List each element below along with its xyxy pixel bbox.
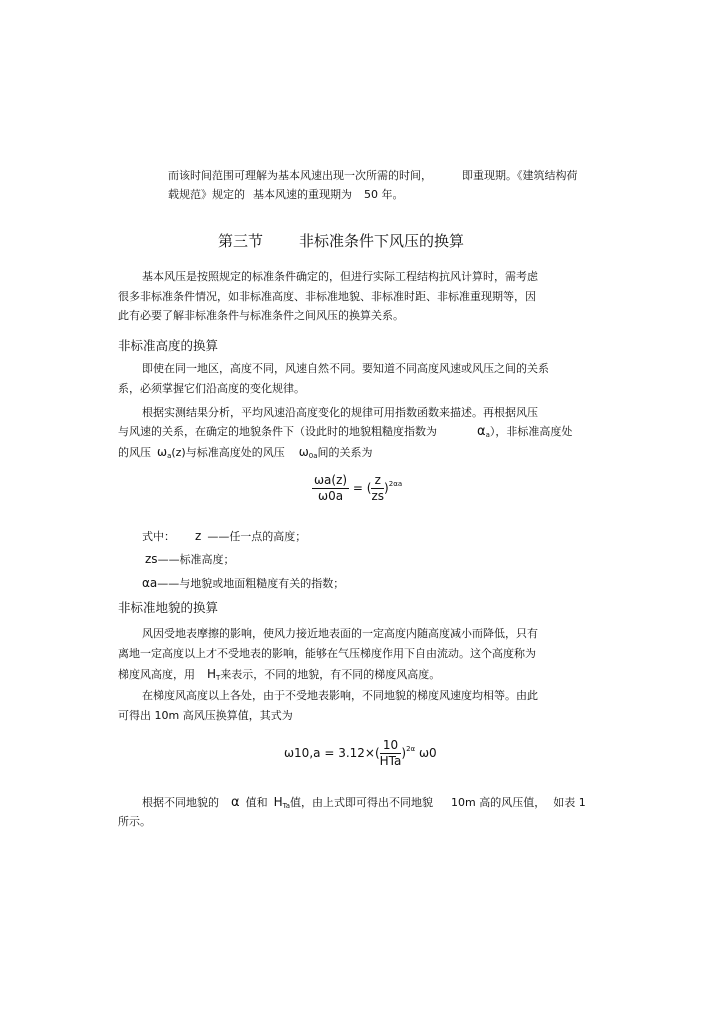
subscript: Ta	[282, 802, 291, 810]
equation-terrain	[284, 738, 437, 769]
text-segment: ），非标准高度处	[489, 425, 573, 438]
equals-sign: =	[352, 481, 363, 495]
fraction-denominator: ω0a	[318, 489, 344, 503]
paragraph-line	[118, 425, 572, 442]
text-segment: 与风速的关系，在确定的地貌条件下（设此时的地貌粗糙度指数为	[118, 425, 437, 438]
text-segment: 10m 高的风压值，	[451, 796, 546, 809]
definition-line	[142, 576, 344, 591]
symbol: zs	[145, 552, 158, 566]
section-title-text: 非标准条件下风压的换算	[299, 232, 465, 250]
paren: )	[384, 481, 389, 495]
subscript: T	[216, 674, 221, 682]
paragraph-line: 基本风压是按照规定的标准条件确定的，但进行实际工程结构抗风计算时，需考虑	[142, 270, 538, 283]
fraction-numerator: z	[371, 473, 384, 489]
subsection-heading: 非标准地貌的换算	[118, 600, 219, 615]
paren: (	[366, 481, 372, 495]
omega-symbol: ω	[157, 445, 168, 459]
subscript: a	[167, 452, 172, 460]
section-label: 第三节	[218, 232, 264, 250]
fraction-denominator: zs	[371, 489, 385, 503]
text-line	[168, 169, 578, 183]
section-title	[218, 232, 464, 250]
fraction	[312, 473, 349, 504]
definition-line	[142, 529, 306, 544]
text-segment: ——与地貌或地面粗糙度有关的指数；	[157, 577, 345, 590]
text-segment: 而该时间范围可理解为基本风速出现一次所需的时间，	[168, 169, 432, 182]
exponent: 2α	[388, 480, 398, 488]
paren: )	[401, 746, 407, 760]
subscript: 0a	[308, 452, 318, 460]
text-segment: 基本风速的重现期为	[253, 188, 352, 201]
text-segment: 50 年。	[364, 188, 404, 201]
paragraph-line	[142, 795, 586, 813]
text-segment: 载规范》规定的	[168, 188, 245, 201]
text-segment: 间的关系为	[317, 446, 373, 459]
omega-symbol: ω	[298, 445, 309, 459]
omega-term: ω0	[418, 746, 437, 760]
fraction	[371, 473, 384, 504]
text-segment: 来表示，不同的地貌，有不同的梯度风高度。	[220, 668, 441, 681]
symbol: H	[273, 795, 283, 809]
paragraph-line: 离地一定高度以上才不受地表的影响，能够在气压梯度作用下自由流动。这个高度称为	[118, 647, 536, 660]
text-segment: 如表 1	[553, 796, 586, 809]
text-segment: 式中：	[142, 530, 175, 543]
alpha-symbol: α	[477, 424, 486, 439]
paragraph-line: 风因受地表摩擦的影响，使风力接近地表面的一定高度内随高度减小而降低，只有	[142, 627, 538, 640]
symbol: z	[195, 529, 202, 543]
text-segment: 值和	[245, 796, 268, 809]
paragraph-line: 此有必要了解非标准条件与标准条件之间风压的换算关系。	[118, 309, 404, 322]
fraction-denominator: HTa	[379, 754, 402, 768]
text-line	[168, 188, 404, 202]
paragraph-line: 系，必须掌握它们沿高度的变化规律。	[118, 382, 305, 395]
equation-lhs: ω10,a	[284, 746, 321, 760]
subsection-heading: 非标准高度的换算	[118, 338, 219, 353]
text-segment: ——标准高度；	[157, 553, 235, 566]
paragraph-line: 在梯度风高度以上各处，由于不受地表影响，不同地貌的梯度风速度均相等。由此	[142, 689, 538, 702]
alpha-symbol: α	[231, 795, 240, 810]
paragraph-line: 可得出 10m 高风压换算值，其式为	[118, 709, 293, 722]
fraction	[380, 738, 402, 769]
text-segment: 的风压	[118, 446, 151, 459]
text-segment: 值，由上式即可得出不同地貌	[290, 796, 434, 809]
paragraph-line: 即使在同一地区，高度不同，风速自然不同。要知道不同高度风速或风压之间的关系	[142, 362, 549, 375]
paragraph-line: 根据实测结果分析，平均风速沿高度变化的规律可用指数函数来描述。再根据风压	[142, 406, 538, 419]
paragraph-line: 很多非标准条件情况，如非标准高度、非标准地貌、非标准时距、非标准重现期等，因	[118, 290, 536, 303]
exponent: 2α	[406, 745, 416, 753]
text-segment: 根据不同地貌的	[142, 796, 219, 809]
text-segment: 与标准高度处的风压	[185, 446, 285, 459]
fraction-numerator: 10	[380, 738, 402, 754]
symbol: αa	[142, 576, 158, 590]
text-segment: 即重现期。《建筑结构荷	[462, 169, 578, 182]
equation-height	[312, 473, 402, 504]
paragraph-line	[118, 445, 373, 463]
definition-line	[145, 552, 235, 567]
paragraph-line: 所示。	[118, 815, 151, 828]
exponent: a	[397, 480, 403, 488]
symbol: H	[207, 667, 217, 681]
subscript: a	[485, 431, 490, 439]
equation-operator: = 3.12×(	[324, 746, 380, 760]
text-segment: 梯度风高度，用	[118, 668, 195, 681]
fraction-numerator: ωa(z)	[314, 473, 348, 487]
text-segment: (z)	[171, 446, 186, 459]
paragraph-line	[118, 667, 440, 685]
text-segment: ——任一点的高度；	[207, 530, 307, 543]
